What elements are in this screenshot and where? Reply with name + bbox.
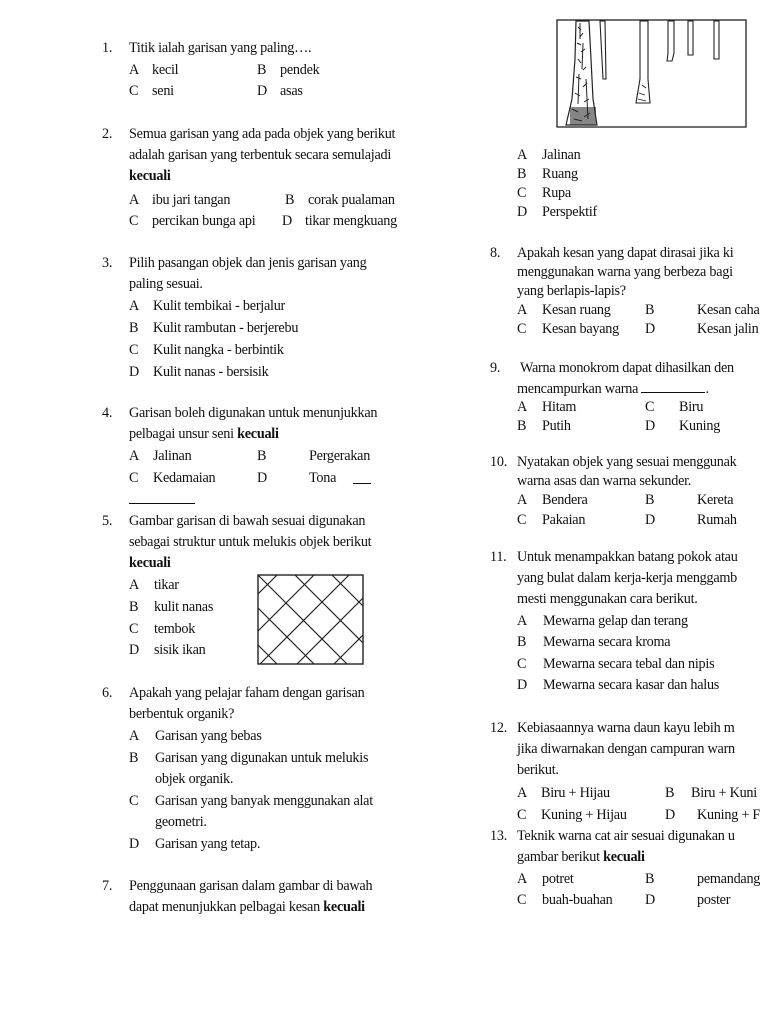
question-text: Penggunaan garisan dalam gambar di bawah bbox=[129, 878, 373, 894]
option-letter: D bbox=[665, 807, 675, 823]
option-text: potret bbox=[542, 871, 574, 887]
option-letter: C bbox=[517, 512, 527, 528]
question-text: yang bulat dalam kerja-kerja menggamb bbox=[517, 570, 738, 586]
option-letter: A bbox=[129, 728, 139, 744]
option-text: kulit nanas bbox=[154, 599, 214, 615]
option-text: seni bbox=[152, 83, 174, 99]
question-keyword: kecuali bbox=[237, 426, 279, 442]
question-text: dapat menunjukkan pelbagai kesan bbox=[129, 899, 324, 915]
option-letter: D bbox=[645, 321, 655, 337]
option-text: Mewarna secara kasar dan halus bbox=[543, 677, 720, 693]
option-text: Garisan yang bebas bbox=[155, 728, 262, 744]
option-letter: A bbox=[517, 147, 527, 163]
question-text: . bbox=[705, 381, 709, 397]
question-text: Gambar garisan di bawah sesuai digunakan bbox=[129, 513, 366, 529]
option-text: Kesan jalin bbox=[697, 321, 759, 337]
question-text: yang berlapis-lapis? bbox=[517, 283, 626, 299]
option-text: ibu jari tangan bbox=[152, 192, 231, 208]
question-number: 4. bbox=[102, 405, 113, 421]
option-letter: C bbox=[517, 892, 527, 908]
option-letter: C bbox=[517, 185, 527, 201]
option-letter: D bbox=[129, 642, 139, 658]
option-text: Kesan bayang bbox=[542, 321, 619, 337]
option-text: sisik ikan bbox=[154, 642, 206, 658]
question-number: 6. bbox=[102, 685, 113, 701]
question-keyword: kecuali bbox=[129, 555, 171, 571]
option-letter: C bbox=[129, 213, 139, 229]
option-text: Jalinan bbox=[542, 147, 581, 163]
option-text: Biru bbox=[679, 399, 704, 415]
option-letter: B bbox=[285, 192, 295, 208]
question-number: 3. bbox=[102, 255, 113, 271]
option-letter: D bbox=[257, 83, 267, 99]
option-letter: D bbox=[517, 204, 527, 220]
question-number: 5. bbox=[102, 513, 113, 529]
question-number: 11. bbox=[490, 549, 507, 565]
option-text: Kulit nangka - berbintik bbox=[153, 342, 284, 358]
question-text: gambar berikut bbox=[517, 849, 604, 865]
option-letter: A bbox=[129, 577, 139, 593]
option-text: Kuning + F bbox=[697, 807, 761, 823]
option-letter: B bbox=[665, 785, 675, 801]
option-letter: C bbox=[517, 321, 527, 337]
option-text: Kesan ruang bbox=[542, 302, 611, 318]
option-text: percikan bunga api bbox=[152, 213, 256, 229]
option-letter: B bbox=[257, 62, 267, 78]
option-text: Biru + Hijau bbox=[541, 785, 610, 801]
option-text: Hitam bbox=[542, 399, 577, 415]
option-text: buah-buahan bbox=[542, 892, 613, 908]
question-text: Kebiasaannya warna daun kayu lebih m bbox=[517, 720, 735, 736]
option-text: Ruang bbox=[542, 166, 578, 182]
option-letter: C bbox=[517, 807, 527, 823]
option-text: Pakaian bbox=[542, 512, 586, 528]
option-letter: B bbox=[517, 634, 527, 650]
option-text: Kulit nanas - bersisik bbox=[153, 364, 269, 380]
option-text: Tona bbox=[309, 470, 337, 486]
option-letter: A bbox=[517, 399, 527, 415]
option-text: kecil bbox=[152, 62, 179, 78]
option-letter: A bbox=[129, 298, 139, 314]
question-number: 10. bbox=[490, 454, 507, 470]
option-letter: A bbox=[517, 302, 527, 318]
option-text: Garisan yang banyak menggunakan alat bbox=[155, 793, 373, 809]
option-text: Pergerakan bbox=[309, 448, 371, 464]
option-letter: C bbox=[645, 399, 655, 415]
option-text: pemandang bbox=[697, 871, 761, 887]
option-text: Garisan yang digunakan untuk melukis bbox=[155, 750, 369, 766]
question-text: Apakah yang pelajar faham dengan garisan bbox=[129, 685, 365, 701]
option-letter: C bbox=[129, 621, 139, 637]
option-text: Bendera bbox=[542, 492, 588, 508]
option-letter: A bbox=[129, 192, 139, 208]
option-letter: B bbox=[129, 320, 139, 336]
option-letter: B bbox=[129, 750, 139, 766]
option-letter: C bbox=[129, 83, 139, 99]
question-text: Apakah kesan yang dapat dirasai jika ki bbox=[517, 245, 734, 261]
question-number: 9. bbox=[490, 360, 501, 376]
diamond-lattice-figure bbox=[252, 573, 370, 668]
option-letter: B bbox=[645, 302, 655, 318]
question-text: warna asas dan warna sekunder. bbox=[517, 473, 692, 489]
question-text: Titik ialah garisan yang paling…. bbox=[129, 40, 312, 56]
answer-blank bbox=[353, 469, 371, 484]
question-number: 1. bbox=[102, 40, 113, 56]
option-text: Rupa bbox=[542, 185, 571, 201]
option-text: corak pualaman bbox=[308, 192, 395, 208]
option-letter: A bbox=[517, 492, 527, 508]
question-keyword: kecuali bbox=[323, 899, 365, 915]
question-text: Teknik warna cat air sesuai digunakan u bbox=[517, 828, 735, 844]
option-text: Jalinan bbox=[153, 448, 192, 464]
option-letter: D bbox=[645, 512, 655, 528]
question-text: Nyatakan objek yang sesuai menggunak bbox=[517, 454, 737, 470]
option-text: Kereta bbox=[697, 492, 734, 508]
option-text: Kesan caha bbox=[697, 302, 760, 318]
option-letter: B bbox=[645, 871, 655, 887]
question-number: 7. bbox=[102, 878, 113, 894]
option-letter: D bbox=[129, 836, 139, 852]
question-text: Pilih pasangan objek dan jenis garisan yang bbox=[129, 255, 367, 271]
option-letter: A bbox=[129, 62, 139, 78]
question-text: Semua garisan yang ada pada objek yang berikut bbox=[129, 126, 396, 142]
question-number: 13. bbox=[490, 828, 507, 844]
question-text: paling sesuai. bbox=[129, 276, 203, 292]
question-text: Garisan boleh digunakan untuk menunjukkan bbox=[129, 405, 378, 421]
question-text: sebagai struktur untuk melukis objek berikut bbox=[129, 534, 372, 550]
option-text: poster bbox=[697, 892, 731, 908]
question-keyword: kecuali bbox=[129, 168, 171, 184]
option-text: Garisan yang tetap. bbox=[155, 836, 261, 852]
option-text: tikar mengkuang bbox=[305, 213, 397, 229]
option-text: Kuning bbox=[679, 418, 721, 434]
option-letter: D bbox=[282, 213, 292, 229]
option-text: Rumah bbox=[697, 512, 737, 528]
option-letter: B bbox=[645, 492, 655, 508]
question-number: 8. bbox=[490, 245, 501, 261]
question-number: 12. bbox=[490, 720, 507, 736]
question-text: jika diwarnakan dengan campuran warn bbox=[517, 741, 735, 757]
question-number: 2. bbox=[102, 126, 113, 142]
tree-trunks-figure bbox=[556, 19, 748, 129]
option-text: tembok bbox=[154, 621, 196, 637]
option-text: tikar bbox=[154, 577, 179, 593]
option-letter: B bbox=[517, 166, 527, 182]
option-letter: C bbox=[129, 793, 139, 809]
option-letter: C bbox=[129, 470, 139, 486]
option-letter: D bbox=[517, 677, 527, 693]
answer-blank bbox=[641, 378, 705, 393]
question-text: pelbagai unsur seni bbox=[129, 426, 238, 442]
question-text: Untuk menampakkan batang pokok atau bbox=[517, 549, 738, 565]
option-letter: D bbox=[257, 470, 267, 486]
option-letter: A bbox=[517, 871, 527, 887]
option-text: pendek bbox=[280, 62, 320, 78]
option-letter: B bbox=[517, 418, 527, 434]
option-letter: D bbox=[129, 364, 139, 380]
option-text: Kuning + Hijau bbox=[541, 807, 627, 823]
option-text: Perspektif bbox=[542, 204, 598, 220]
option-text: Mewarna gelap dan terang bbox=[543, 613, 688, 629]
option-letter: D bbox=[645, 892, 655, 908]
option-text: Putih bbox=[542, 418, 571, 434]
option-text: geometri. bbox=[155, 814, 207, 830]
question-text: adalah garisan yang terbentuk secara semulajadi bbox=[129, 147, 392, 163]
question-text: mesti menggunakan cara berikut. bbox=[517, 591, 698, 607]
option-text: asas bbox=[280, 83, 303, 99]
question-text: berbentuk organik? bbox=[129, 706, 235, 722]
option-letter: B bbox=[129, 599, 139, 615]
option-text: objek organik. bbox=[155, 771, 234, 787]
option-letter: C bbox=[129, 342, 139, 358]
option-text: Mewarna secara kroma bbox=[543, 634, 671, 650]
option-text: Biru + Kuni bbox=[691, 785, 757, 801]
option-letter: A bbox=[517, 613, 527, 629]
option-letter: C bbox=[517, 656, 527, 672]
option-text: Kedamaian bbox=[153, 470, 216, 486]
option-text: Kulit tembikai - berjalur bbox=[153, 298, 286, 314]
option-text: Mewarna secara tebal dan nipis bbox=[543, 656, 715, 672]
option-letter: B bbox=[257, 448, 267, 464]
question-keyword: kecuali bbox=[603, 849, 645, 865]
option-text: Kulit rambutan - berjerebu bbox=[153, 320, 299, 336]
answer-blank bbox=[129, 489, 195, 504]
question-text: menggunakan warna yang berbeza bagi bbox=[517, 264, 733, 280]
option-letter: D bbox=[645, 418, 655, 434]
question-text: Warna monokrom dapat dihasilkan den bbox=[520, 360, 734, 376]
option-letter: A bbox=[129, 448, 139, 464]
option-letter: A bbox=[517, 785, 527, 801]
question-text: mencampurkan warna bbox=[517, 381, 639, 397]
question-text: berikut. bbox=[517, 762, 559, 778]
